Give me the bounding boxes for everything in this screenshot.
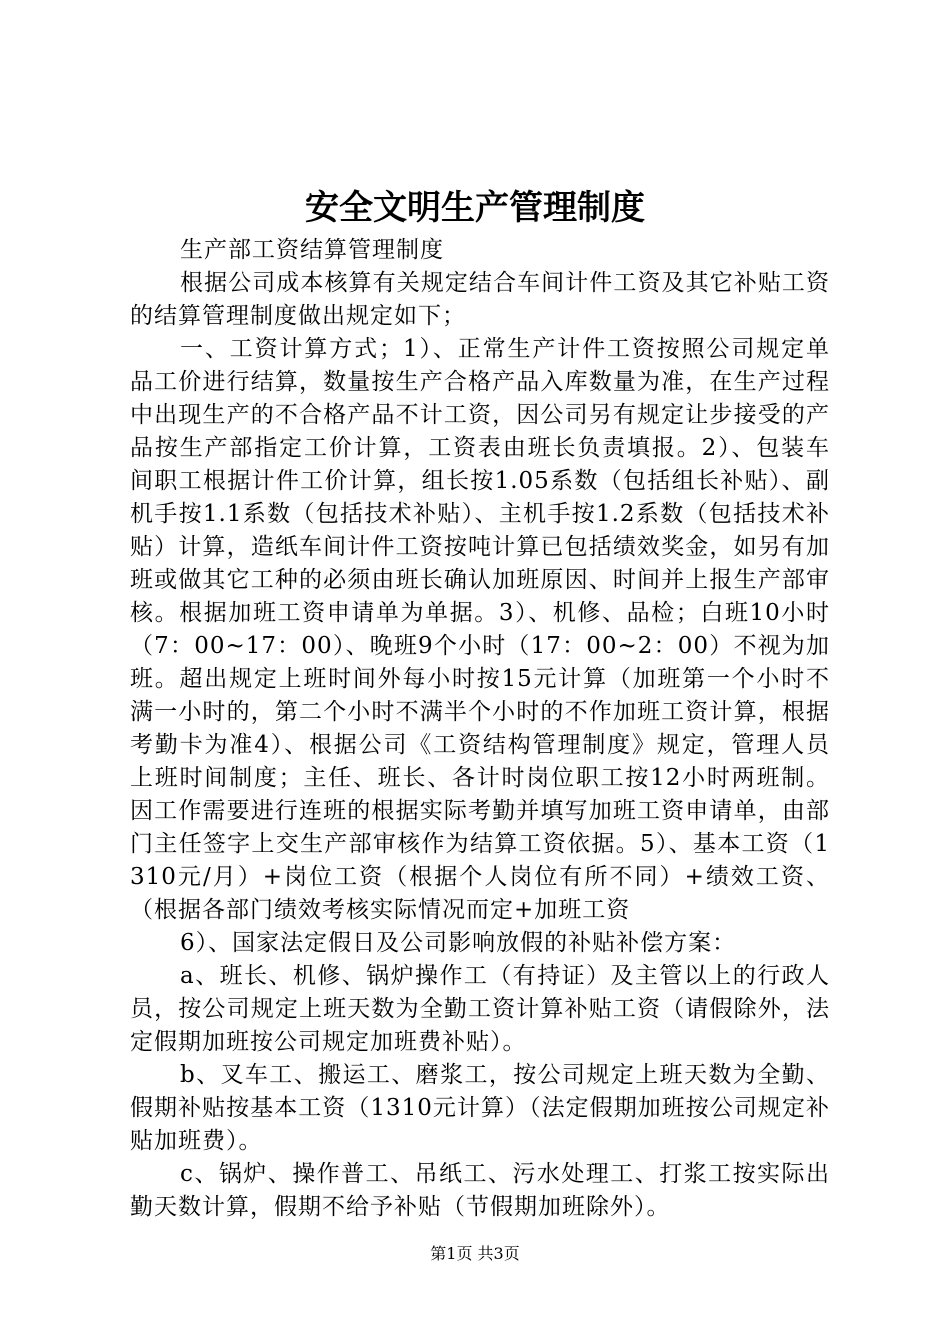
document-body — [130, 234, 830, 1224]
page-footer: 第1页 共3页 — [430, 1244, 520, 1263]
paragraph-intro: 根据公司成本核算有关规定结合车间计件工资及其它补贴工资的结算管理制度做出规定如下； — [130, 270, 830, 329]
paragraph-holiday-plan: 6）、国家法定假日及公司影响放假的补贴补偿方案： — [180, 930, 737, 956]
section-heading: 生产部工资结算管理制度 — [180, 237, 444, 263]
paragraph-item-b: b、叉车工、搬运工、磨浆工，按公司规定上班天数为全勤、假期补贴按基本工资（1310元计算）（法定假期加班按公司规定补贴加班费）。 — [130, 1062, 830, 1154]
document-title: 安全文明生产管理制度 — [305, 188, 645, 228]
paragraph-item-a: a、班长、机修、锅炉操作工（有持证）及主管以上的行政人员，按公司规定上班天数为全勤工资计算补贴工资（请假除外，法定假期加班按公司规定加班费补贴）。 — [130, 963, 830, 1055]
paragraph-item-c: c、锅炉、操作普工、吊纸工、污水处理工、打浆工按实际出勤天数计算，假期不给予补贴（节假期加班除外）。 — [130, 1161, 830, 1220]
paragraph-wage-calculation: 一、工资计算方式；1）、正常生产计件工资按照公司规定单品工价进行结算，数量按生产合格产品入库数量为准，在生产过程中出现生产的不合格产品不计工资，因公司另有规定让步接受的产品按生产部指定工价计算，工资表由班长负责填报。2）、包装车间职工根据计件工价计算，组长按1.05系数（包括组长补贴）、副机手按1.1系数（包括技术补贴）、主机手按1.2系数（包括技术补贴）计算，造纸车间计件工资按吨计算已包括绩效奖金，如另有加班或做其它工种的必须由班长确认加班原因、时间并上报生产部审核。根据加班工资申请单为单据。3）、机修、品检；白班10小时（7：00~17：00）、晚班9个小时（17：00~2：00）不视为加班。超出规定上班时间外每小时按15元计算（加班第一个小时不满一小时的，第二个小时不满半个小时的不作加班工资计算，根据考勤卡为准4）、根据公司《工资结构管理制度》规定，管理人员上班时间制度；主任、班长、各计时岗位职工按12小时两班制。因工作需要进行连班的根据实际考勤并填写加班工资申请单，由部门主任签字上交生产部审核作为结算工资依据。5）、基本工资（1310元/月）+岗位工资（根据个人岗位有所不同）+绩效工资、（根据各部门绩效考核实际情况而定+加班工资 — [130, 336, 830, 923]
